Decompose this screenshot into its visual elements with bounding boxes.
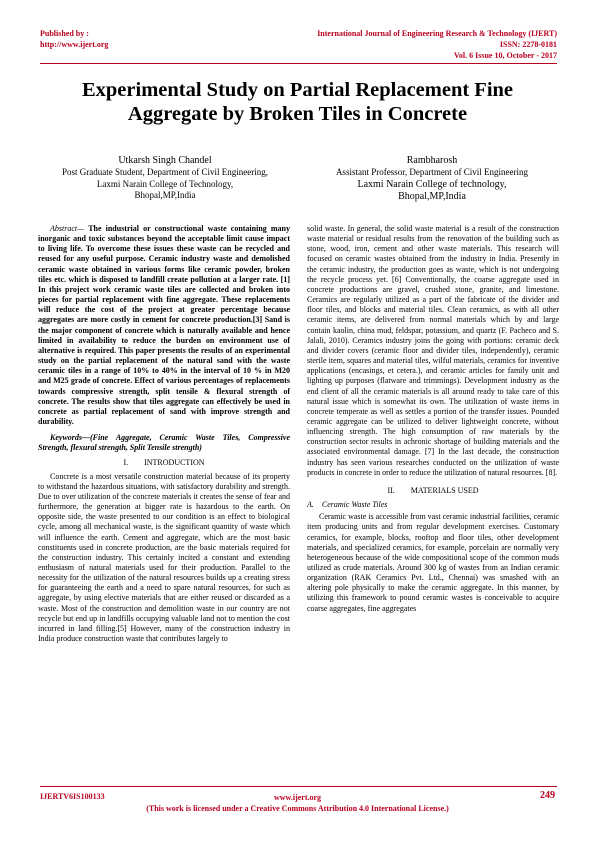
right-column xyxy=(307,224,559,614)
footer-url[interactable]: www.ijert.org xyxy=(273,793,322,802)
author-block-1 xyxy=(45,154,285,202)
license-note[interactable]: (This work is licensed under a Creative Commons Attribution 4.0 International License.) xyxy=(146,804,449,813)
paper-title xyxy=(30,78,565,126)
materials-text: Ceramic waste is accessible from vast ceramic industrial facilities, ceramic item producing units and from regular development exercises. Customary ceramics, for example, blocks, rooftop and floor tiles, other development materials, and specialized ceramics, for example, porcelain are normally very heterogeneous because of the wide compositional scope of the common muds utilized as crude materials. Around 300 kg of wastes from an Indian ceramic organization (RAK Ceramics Pvt. Ltd., Chennai) was smashed with an altering pole physically to make the ceramic aggregate. In this manner, by utilizing this framework to pound ceramic wastes is conceivable to acquire coarse aggregates, fine aggregates xyxy=(307,512,559,613)
publisher-label: Published by : xyxy=(40,29,89,38)
abstract xyxy=(38,224,290,427)
author-affiliation: Laxmi Narain College of Technology, xyxy=(96,178,234,189)
author-affiliation: Bhopal,MP,India xyxy=(134,190,196,200)
section-heading-materials: II. MATERIALS USED xyxy=(387,485,479,495)
left-column xyxy=(38,224,290,644)
article-code: IJERTV6IS100133 xyxy=(40,792,105,801)
header-rule xyxy=(40,63,557,64)
author-affiliation: Assistant Professor, Department of Civil Engineering xyxy=(335,167,529,177)
author-name: Utkarsh Singh Chandel xyxy=(118,155,212,166)
running-header-left xyxy=(40,28,108,50)
section-heading-introduction: I. INTRODUCTION xyxy=(123,458,205,468)
abstract-label: Abstract— xyxy=(50,224,85,233)
author-affiliation: Laxmi Narain College of technology, xyxy=(357,178,507,190)
keywords: Keywords—(Fine Aggregate, Ceramic Waste Tiles, Compressive Strength, flexural strength, Split Tensile strength) xyxy=(38,433,290,453)
introduction-text-left: Concrete is a most versatile construction material because of its property to withstand the hazardous situations, with satisfactory durability and strength. Due to over utilization of the concrete materials it creates the sense of fear and furthermore, the generation at bigger rate is hazardous to the earth. On opposite side, the waste presented to our condition is an effect to biological cycle, among all mechanical waste, is the significant quantity of waste which will influence the earth. Cement and aggregate, which are the most basic constituents used in concrete production, are the basic materials required for the construction industry. This certainly incited a constant and extending enthusiasm of natural materials used for their production. Parallel to the necessity for the utilization of the natural resources builds up a creating stress for guaranteeing the earth and a need to spare natural resources, for such as aggregate, by using elective materials that are either reused or discarded as a waste. Most of the construction and demolition waste in our country are not recycle but end up in landfills occupying valuable land not to mention the cost incurred in land filling.[5] However, many of the construction industry in India produce construction waste that contributes largely to xyxy=(38,471,290,644)
author-block-2 xyxy=(312,154,552,203)
page-number: 249 xyxy=(540,790,555,801)
volume-issue: Vol. 6 Issue 10, October - 2017 xyxy=(453,51,557,60)
title-line-1: Experimental Study on Partial Replacement Fine xyxy=(81,79,514,101)
publisher-url[interactable]: http://www.ijert.org xyxy=(40,40,109,49)
footer-center xyxy=(130,792,465,814)
issn: ISSN: 2278-0181 xyxy=(499,40,557,49)
running-header-right xyxy=(317,28,557,61)
introduction-text-right: solid waste. In general, the solid waste material is a result of the construction waste material or residual results from the renovation of the building such as stone, wood, iron, cement and other waste materials. This research will focused on ceramic wastes obtained from the industry in India. Presently in the ceramic industry, the production goes as waste, which is not undergoing the recycle process yet. [6] Conventionally, the coarse aggregate used in concrete productions are gravel, crushed stone, granite, and limestone. Ceramics are regularly utilized as a part of the fabricate of the divider and floor tiles, and blocks and material tiles. Clean ceramics, as with all other ceramic items, are delivered from normal materials which by and large contain kaolin, china mud, feldspar, potassium, and quartz (F. Pacheco and S. Jalali, 2010). Ceramics industry joins the going with portions: ceramic deck and divider covers (ceramic floor and divider tiles, independently), ceramic sterile item, squares and material tiles, wilful materials, ceramics for inventive applications (encasings, et cetera.), and ceramic articles for family unit and lighting up purposes (flatware and trimmings). Development industry as the end client of all the ceramic materials is all around ready to take care of this natural issue which is somewhat its own. The utilization of waste items in concrete temperate as well as settles a portion of the transfer issues. Pounded ceramic aggregate can be utilized to deliver lightweight concrete, without influencing strength. The high consumption of raw materials by the construction sector results in achronic shortage of building materials and the associated environmental damage. [7] In the last decade, the construction industry has seen various researches conducted on the utilization of waste products in concrete in order to reduce the utilization of natural resources. [8]. xyxy=(307,224,559,477)
author-affiliation: Post Graduate Student, Department of Civil Engineering, xyxy=(62,167,268,177)
author-name: Rambharosh xyxy=(406,155,458,166)
footer-rule xyxy=(40,786,557,787)
title-line-2: Aggregate by Broken Tiles in Concrete xyxy=(127,103,468,125)
subsection-heading-ceramic: A. Ceramic Waste Tiles xyxy=(307,500,388,510)
abstract-text: The industrial or constructional waste containing many inorganic and toxic substances beyond the acceptable limit cause impact to living life. To overcome these issues these waste can be recycled and reused for any useful purpose. Ceramic industry waste and demolished ceramic waste obtained in various forms like ceramic powder, broken tiles etc. which is disposed to landfill create pollution at a larger rate. [1] In this project work ceramic waste tiles are collected and broken into pieces for partial replacement with fine aggregate. These replacements will reduce the cost of the project at greater percentage because aggregates are more costly in cement for concrete production.[3] Sand is the major component of concrete which is naturally available and hence limited in availability to reduce the burden on environment use of alternative is required. This paper presents the results of an experimental study on the partial replacement of the natural sand with the waste ceramic tiles in a range of 10% to 40% in the interval of 10 % in M20 and M25 grade of concrete. Effect of various percentages of replacements towards compressive strength, split tensile & flexural strength of concrete. The results show that tiles aggregate can effectively be used in concrete as partial replacement of sand with improve strength and durability. xyxy=(38,224,290,426)
journal-name: International Journal of Engineering Research & Technology (IJERT) xyxy=(317,29,557,38)
author-affiliation: Bhopal,MP,India xyxy=(398,190,466,202)
